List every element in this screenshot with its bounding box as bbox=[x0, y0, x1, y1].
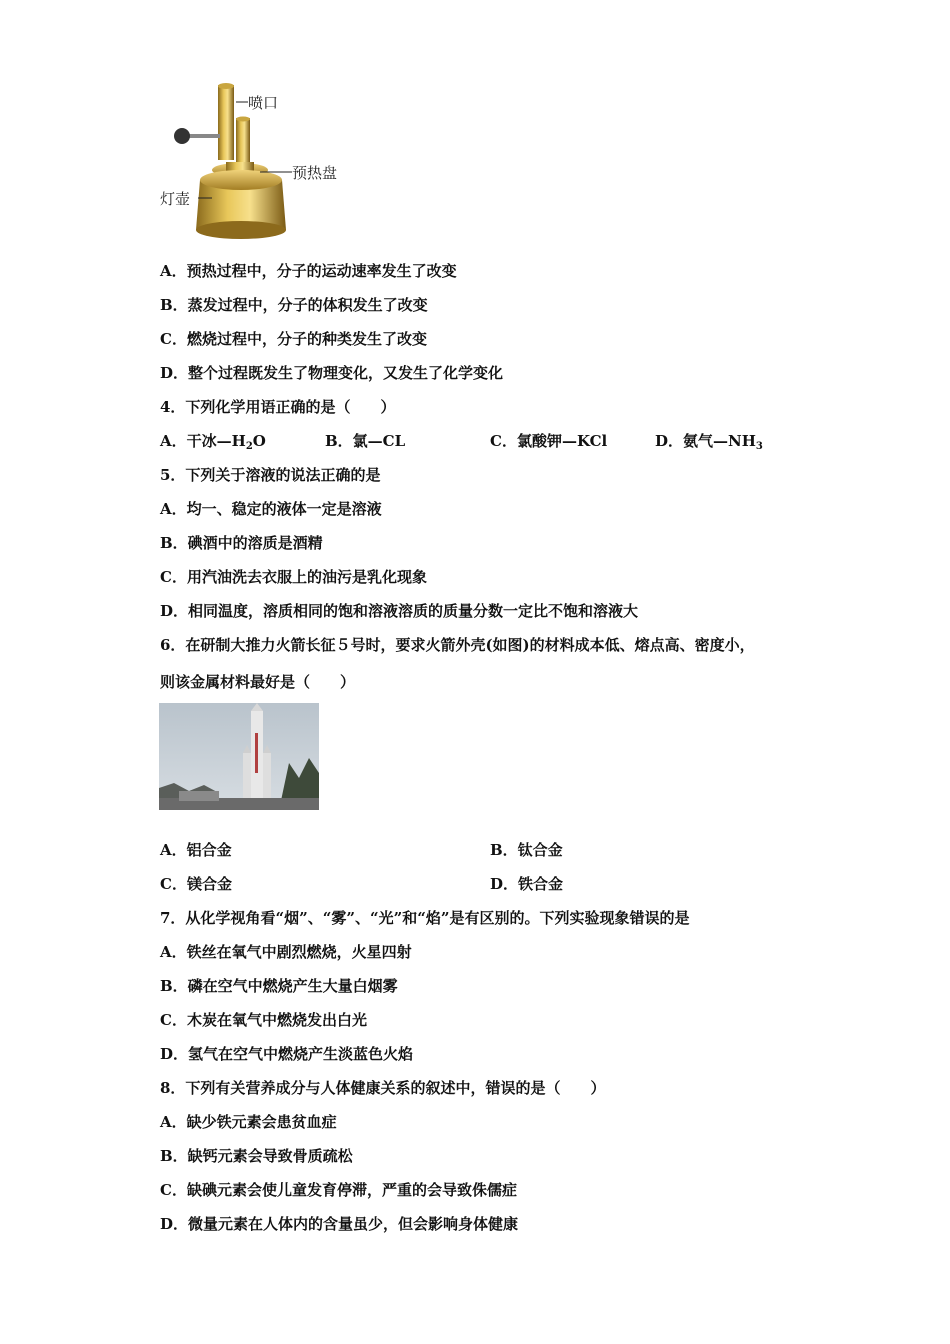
q6-stem-line1: 6．在研制大推力火箭长征５号时，要求火箭外壳(如图)的材料成本低、熔点高、密度小， bbox=[160, 636, 755, 654]
q5-option-d: D．相同温度，溶质相同的饱和溶液溶质的质量分数一定比不饱和溶液大 bbox=[160, 602, 639, 620]
q4-option-a bbox=[160, 431, 266, 451]
q4-stem: 4．下列化学用语正确的是（ ） bbox=[160, 398, 396, 416]
q3-option-d: D．整个过程既发生了物理变化，又发生了化学变化 bbox=[160, 364, 504, 382]
q6-option-b: B．钛合金 bbox=[490, 841, 563, 859]
q4-option-c: C．氯酸钾—KCl bbox=[490, 432, 608, 450]
q6-option-a: A．铝合金 bbox=[160, 841, 232, 859]
q3-option-c: C．燃烧过程中，分子的种类发生了改变 bbox=[160, 330, 427, 348]
rocket-photo-drawing bbox=[159, 703, 319, 810]
q6-stem-line2: 则该金属材料最好是（ ） bbox=[160, 673, 356, 691]
q7-option-c: C．木炭在氧气中燃烧发出白光 bbox=[160, 1011, 367, 1029]
q4-option-a-prefix: A．干冰—H bbox=[160, 432, 246, 450]
q4-option-d-subscript: 3 bbox=[755, 441, 763, 452]
q5-option-c: C．用汽油洗去衣服上的油污是乳化现象 bbox=[160, 568, 427, 586]
q5-stem: 5．下列关于溶液的说法正确的是 bbox=[160, 466, 381, 484]
q8-option-d: D．微量元素在人体内的含量虽少，但会影响身体健康 bbox=[160, 1215, 519, 1233]
q6-option-c: C．镁合金 bbox=[160, 875, 232, 893]
q4-option-d bbox=[655, 431, 763, 451]
label-nozzle: 喷口 bbox=[248, 94, 279, 112]
q8-option-c: C．缺碘元素会使儿童发育停滞，严重的会导致侏儒症 bbox=[160, 1181, 517, 1199]
q7-option-d: D．氢气在空气中燃烧产生淡蓝色火焰 bbox=[160, 1045, 414, 1063]
q6-option-d: D．铁合金 bbox=[490, 875, 564, 893]
q7-stem: 7．从化学视角看“烟”、“雾”、“光”和“焰”是有区别的。下列实验现象错误的是 bbox=[160, 909, 690, 927]
q5-option-a: A．均一、稳定的液体一定是溶液 bbox=[160, 500, 382, 518]
q8-option-a: A．缺少铁元素会患贫血症 bbox=[160, 1113, 337, 1131]
q4-option-d-prefix: D．氨气—NH bbox=[655, 432, 756, 450]
q7-option-b: B．磷在空气中燃烧产生大量白烟雾 bbox=[160, 977, 398, 995]
q4-option-a-suffix: O bbox=[252, 432, 266, 450]
rocket-photo bbox=[159, 703, 319, 810]
label-lamp-pot: 灯壶 bbox=[160, 190, 191, 208]
q4-option-b: B．氯—CL bbox=[325, 432, 406, 450]
q3-option-b: B．蒸发过程中，分子的体积发生了改变 bbox=[160, 296, 428, 314]
q5-option-b: B．碘酒中的溶质是酒精 bbox=[160, 534, 323, 552]
q4-option-a-subscript: 2 bbox=[245, 441, 253, 452]
q8-option-b: B．缺钙元素会导致骨质疏松 bbox=[160, 1147, 353, 1165]
q8-stem: 8．下列有关营养成分与人体健康关系的叙述中，错误的是（ ） bbox=[160, 1079, 606, 1097]
alcohol-lamp-figure bbox=[160, 80, 360, 245]
label-preheat-dish: 预热盘 bbox=[292, 164, 338, 182]
q7-option-a: A．铁丝在氧气中剧烈燃烧，火星四射 bbox=[160, 943, 412, 961]
q3-option-a: A．预热过程中，分子的运动速率发生了改变 bbox=[160, 262, 457, 280]
